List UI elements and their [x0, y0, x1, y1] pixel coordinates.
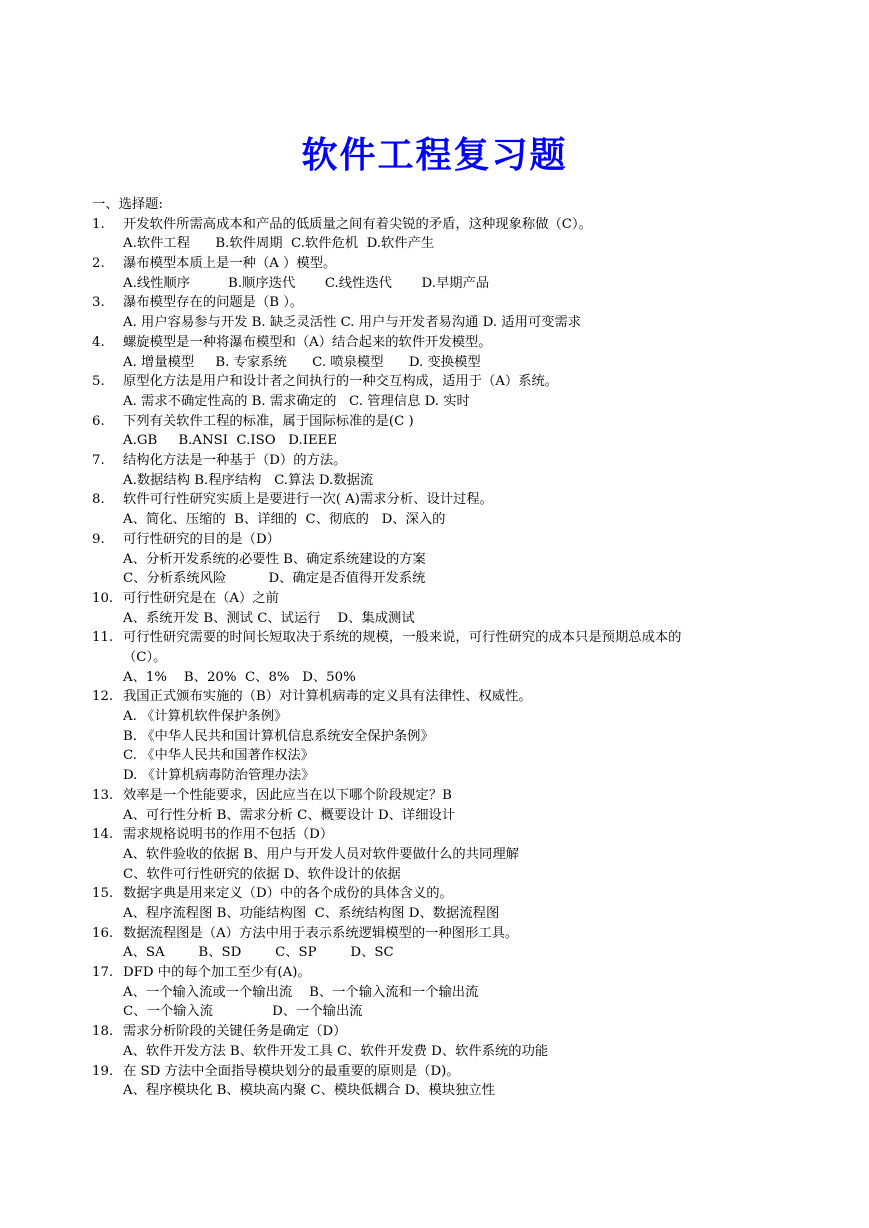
question-text: 效率是一个性能要求，因此应当在以下哪个阶段规定？B [123, 787, 452, 803]
question-number: 18. [92, 1024, 114, 1040]
section-heading: 一、选择题: [92, 197, 163, 212]
question-number: 10. [92, 590, 114, 606]
question-item [92, 825, 782, 884]
answer-options: A. 增量模型 B. 专家系统 C. 喷泉模型 D. 变换模型 [123, 354, 481, 370]
answer-options: A、软件开发方法 B、软件开发工具 C、软件开发费 D、软件系统的功能 [123, 1043, 549, 1059]
question-text: 需求分析阶段的关键任务是确定（D） [123, 1024, 347, 1040]
question-text: 可行性研究是在（A）之前 [123, 590, 279, 606]
question-number: 12. [92, 689, 114, 705]
answer-options: B. 《中华人民共和国计算机信息系统安全保护条例》 [123, 728, 434, 744]
question-item [92, 530, 782, 589]
question-text: 数据流程图是（A）方法中用于表示系统逻辑模型的一种图形工具。 [123, 925, 519, 941]
question-stem [92, 825, 782, 845]
question-number: 7. [92, 453, 105, 469]
question-text: 结构化方法是一种基于（D）的方法。 [123, 453, 347, 469]
document-title: 软件工程复习题 [301, 135, 568, 176]
question-text: 原型化方法是用户和设计者之间执行的一种交互构成，适用于（A）系统。 [123, 374, 559, 390]
question-number: 15. [92, 886, 114, 902]
question-stem [92, 451, 782, 471]
answer-options: A、可行性分析 B、需求分析 C、概要设计 D、详细设计 [123, 807, 456, 823]
question-text: 瀑布模型本质上是一种（A ）模型。 [123, 256, 337, 272]
answer-options: A、程序模块化 B、模块高内聚 C、模块低耦合 D、模块独立性 [123, 1083, 496, 1099]
question-number: 17. [92, 965, 114, 981]
question-text: 下列有关软件工程的标准，属于国际标准的是(C ) [123, 413, 414, 429]
question-stem [92, 254, 782, 274]
question-stem [92, 687, 782, 707]
question-number: 11. [92, 630, 114, 646]
question-item [92, 333, 782, 372]
answer-options: C. 《中华人民共和国著作权法》 [123, 748, 315, 764]
question-stem [92, 963, 782, 983]
document-body [92, 195, 782, 1101]
question-stem [92, 628, 782, 667]
question-text: 需求规格说明书的作用不包括（D） [123, 827, 334, 843]
answer-options: A、1% B、20% C、8% D、50% [123, 669, 356, 685]
answer-options: A.数据结构 B.程序结构 C.算法 D.数据流 [123, 472, 374, 488]
question-number: 19. [92, 1063, 114, 1079]
question-item [92, 1062, 782, 1101]
question-number: 13. [92, 787, 114, 803]
answer-options: A.软件工程 B.软件周期 C.软件危机 D.软件产生 [123, 236, 435, 252]
question-item [92, 884, 782, 923]
answer-options: A. 用户容易参与开发 B. 缺乏灵活性 C. 用户与开发者易沟通 D. 适用可变需求 [123, 315, 582, 331]
answer-options: C、一个输入流 D、一个输出流 [123, 1004, 363, 1020]
question-stem [92, 490, 782, 510]
answer-options: A、简化、压缩的 B、详细的 C、彻底的 D、深入的 [123, 512, 446, 528]
question-stem [92, 1062, 782, 1082]
question-item [92, 412, 782, 451]
question-item [92, 786, 782, 825]
question-number: 6. [92, 413, 105, 429]
answer-options: A、一个输入流或一个输出流 B、一个输入流和一个输出流 [123, 984, 479, 1000]
question-item [92, 490, 782, 529]
question-stem [92, 215, 782, 235]
question-stem [92, 589, 782, 609]
question-number: 1. [92, 216, 105, 232]
question-text: 软件可行性研究实质上是要进行一次( A)需求分析、设计过程。 [123, 492, 493, 508]
question-stem [92, 1022, 782, 1042]
question-text: 瀑布模型存在的问题是（B ）。 [123, 295, 304, 311]
question-text: 螺旋模型是一种将瀑布模型和（A）结合起来的软件开发模型。 [123, 334, 492, 350]
question-text: 在 SD 方法中全面指导模块划分的最重要的原则是（D)。 [123, 1063, 460, 1079]
question-text: 可行性研究的目的是（D） [123, 531, 280, 547]
question-stem [92, 372, 782, 392]
question-item [92, 1022, 782, 1061]
question-stem [92, 786, 782, 806]
answer-options: A、程序流程图 B、功能结构图 C、系统结构图 D、数据流程图 [123, 906, 500, 921]
question-item [92, 215, 782, 254]
answer-options: A. 《计算机软件保护条例》 [123, 709, 288, 725]
answer-options: A、分析开发系统的必要性 B、确定系统建设的方案 [123, 551, 426, 567]
answer-options: A.线性顺序 B.顺序迭代 C.线性迭代 D.早期产品 [123, 275, 490, 291]
question-text: DFD 中的每个加工至少有(A)。 [123, 965, 311, 981]
question-number: 16. [92, 925, 114, 941]
question-text: 我国正式颁布实施的（B）对计算机病毒的定义具有法律性、权威性。 [123, 689, 532, 705]
question-item [92, 924, 782, 963]
question-text: 可行性研究需要的时间长短取决于系统的规模，一般来说，可行性研究的成本只是预期总成本的 [123, 630, 682, 646]
answer-options: A. 需求不确定性高的 B. 需求确定的 C. 管理信息 D. 实时 [123, 393, 470, 409]
question-item [92, 589, 782, 628]
answer-options: A、软件验收的依据 B、用户与开发人员对软件要做什么的共同理解 [123, 846, 519, 862]
question-stem [92, 924, 782, 944]
question-stem [92, 293, 782, 313]
question-item [92, 451, 782, 490]
question-item [92, 293, 782, 332]
question-number: 5. [92, 374, 105, 390]
question-number: 4. [92, 334, 105, 350]
answer-options: C、软件可行性研究的依据 D、软件设计的依据 [123, 866, 401, 882]
question-item [92, 628, 782, 687]
question-stem [92, 412, 782, 432]
question-number: 14. [92, 827, 114, 843]
question-text: （C）。 [123, 649, 167, 665]
answer-options: A、SA B、SD C、SP D、SC [123, 945, 394, 961]
answer-options: A、系统开发 B、测试 C、试运行 D、集成测试 [123, 610, 415, 626]
question-item [92, 254, 782, 293]
question-item [92, 372, 782, 411]
question-stem [92, 333, 782, 353]
question-stem [92, 530, 782, 550]
question-number: 9. [92, 531, 105, 547]
question-item [92, 963, 782, 1022]
question-number: 2. [92, 256, 105, 272]
answer-options: C、分析系统风险 D、确定是否值得开发系统 [123, 571, 426, 587]
question-text: 数据字典是用来定义（D）中的各个成份的具体含义的。 [123, 886, 453, 902]
question-stem [92, 884, 782, 904]
question-item [92, 687, 782, 785]
answer-options: A.GB B.ANSI C.ISO D.IEEE [123, 433, 338, 449]
question-number: 8. [92, 492, 105, 508]
question-text: 开发软件所需高成本和产品的低质量之间有着尖锐的矛盾，这种现象称做（C）。 [123, 216, 592, 232]
question-number: 3. [92, 295, 105, 311]
answer-options: D. 《计算机病毒防治管理办法》 [123, 768, 315, 784]
